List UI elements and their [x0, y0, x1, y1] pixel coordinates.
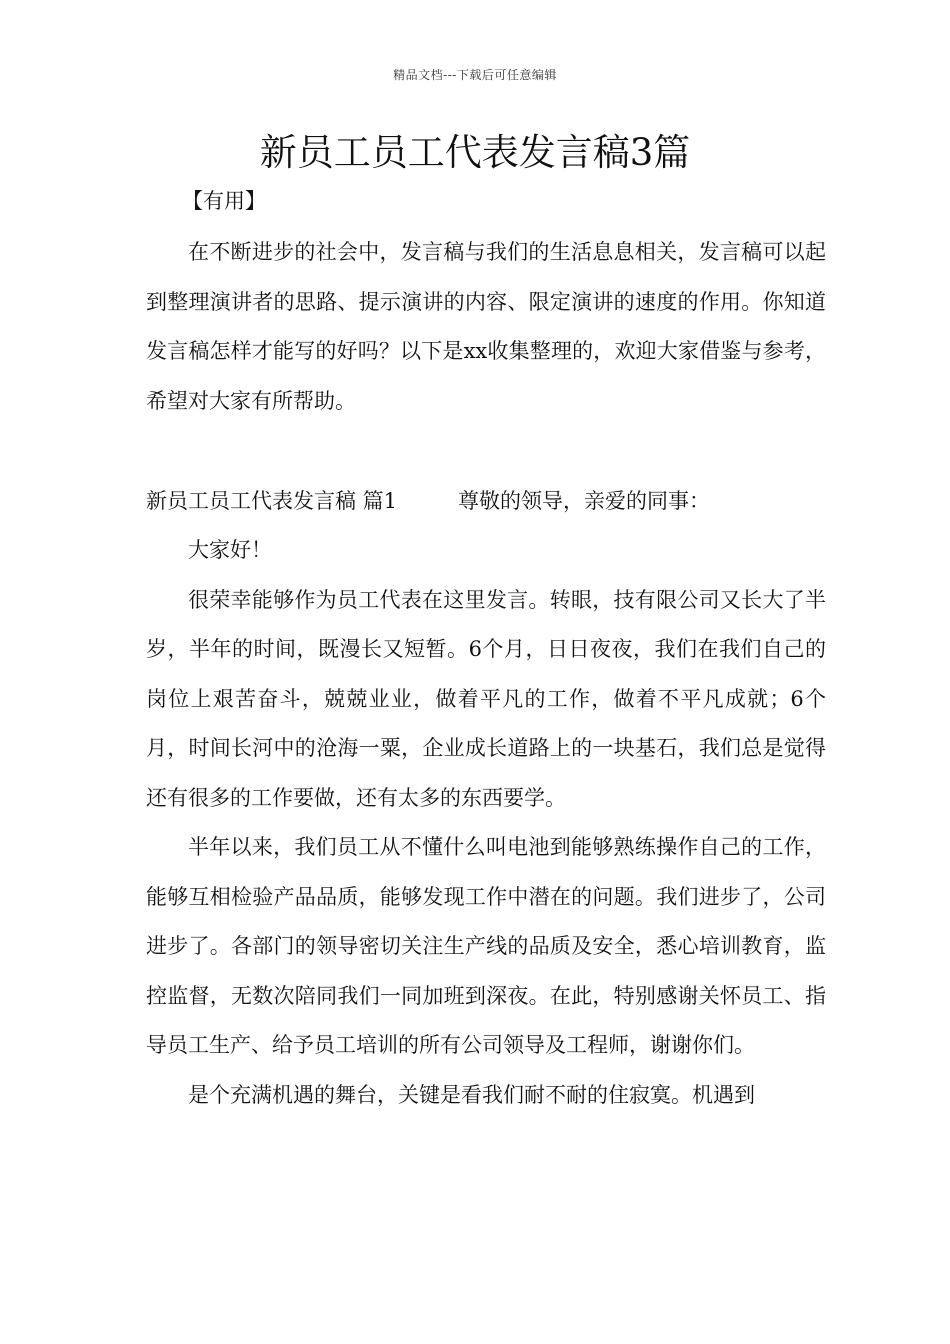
document-title: 新员工员工代表发言稿3篇 — [259, 131, 691, 174]
section-heading-line — [146, 483, 836, 519]
salutation: 尊敬的领导，亲爱的同事： — [458, 489, 710, 513]
section1-body — [146, 526, 826, 1120]
section-heading: 新员工员工代表发言稿 篇1 — [146, 489, 398, 513]
intro-block — [146, 228, 826, 426]
body-paragraph: 很荣幸能够作为员工代表在这里发言。转眼，技有限公司又长大了半岁，半年的时间，既漫长又短暂。6个月，日日夜夜，我们在我们自己的岗位上艰苦奋斗，兢兢业业，做着平凡的工作，做着不平凡成就；6个月，时间长河中的沧海一粟，企业成长道路上的一块基石，我们总是觉得还有很多的工作要做，还有太多的东西要学。 — [146, 587, 826, 810]
header-note: 精品文档---下载后可任意编辑 — [393, 68, 557, 82]
greeting: 大家好！ — [188, 538, 272, 562]
body-paragraph: 是个充满机遇的舞台，关键是看我们耐不耐的住寂寞。机遇到 — [188, 1082, 755, 1107]
intro-paragraph: 在不断进步的社会中，发言稿与我们的生活息息相关，发言稿可以起到整理演讲者的思路、提示演讲的内容、限定演讲的速度的作用。你知道发言稿怎样才能写的好吗？以下是xx收集整理的，欢迎大家借鉴与参考，希望对大家有所帮助。 — [146, 240, 826, 413]
subtitle-tag: 【有用】 — [182, 189, 266, 213]
body-paragraph: 半年以来，我们员工从不懂什么叫电池到能够熟练操作自己的工作，能够互相检验产品品质，能够发现工作中潜在的问题。我们进步了，公司进步了。各部门的领导密切关注生产线的品质及安全，悉心培训教育，监控监督，无数次陪同我们一同加班到深夜。在此，特别感谢关怀员工、指导员工生产、给予员工培训的所有公司领导及工程师，谢谢你们。 — [146, 835, 826, 1057]
